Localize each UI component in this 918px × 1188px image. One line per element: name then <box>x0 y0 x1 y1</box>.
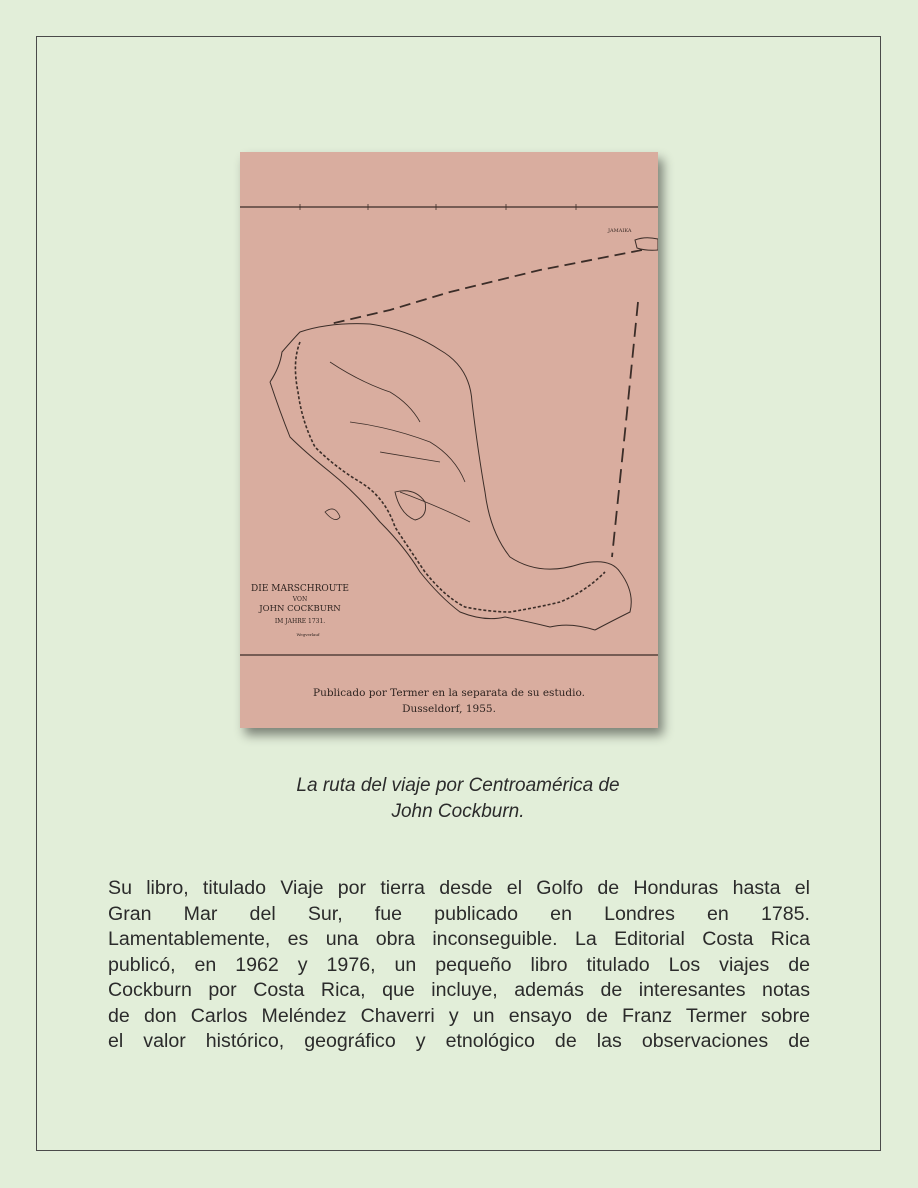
figure-caption <box>200 773 716 825</box>
map-label-jamaica: JAMAIKA <box>608 228 632 234</box>
historical-map-image <box>240 152 658 728</box>
map-legend-entry: Wegverlauf <box>296 632 320 637</box>
land-route <box>295 342 605 612</box>
body-line: Su libro, titulado Viaje por tierra desde el Golfo de Honduras hasta el <box>108 877 810 899</box>
body-line: publicó, en 1962 y 1976, un pequeño libro titulado Los viajes de <box>108 953 810 976</box>
map-author: JOHN COCKBURN <box>259 604 341 614</box>
body-line: el valor histórico, geográfico y etnológico de las observaciones de <box>108 1030 810 1052</box>
body-line: Gran Mar del Sur, fue publicado en Londres en 1785. <box>108 902 810 925</box>
map-title: DIE MARSCHROUTE <box>251 584 349 594</box>
body-paragraph <box>108 876 810 1055</box>
sea-route-south <box>612 302 638 557</box>
map-drawing <box>240 152 658 728</box>
body-line: de don Carlos Meléndez Chaverri y un ensayo de Franz Termer sobre <box>108 1004 810 1027</box>
jamaica-island <box>635 238 658 251</box>
figure-caption-line2: John Cockburn. <box>391 801 525 822</box>
lake-nicaragua <box>395 491 426 520</box>
map-caption-line2: Dusseldorf, 1955. <box>402 703 496 715</box>
figure-caption-line1: La ruta del viaje por Centroamérica de <box>296 775 620 796</box>
map-year: IM JAHRE 1731. <box>274 618 326 625</box>
body-line: Lamentablemente, es una obra inconseguible. La Editorial Costa Rica <box>108 928 810 950</box>
map-caption-line1: Publicado por Termer en la separata de su estudio. <box>313 687 585 699</box>
body-line: Cockburn por Costa Rica, que incluye, además de interesantes notas <box>108 979 810 1001</box>
sea-route-west <box>330 250 642 324</box>
map-von: VON <box>292 596 308 603</box>
